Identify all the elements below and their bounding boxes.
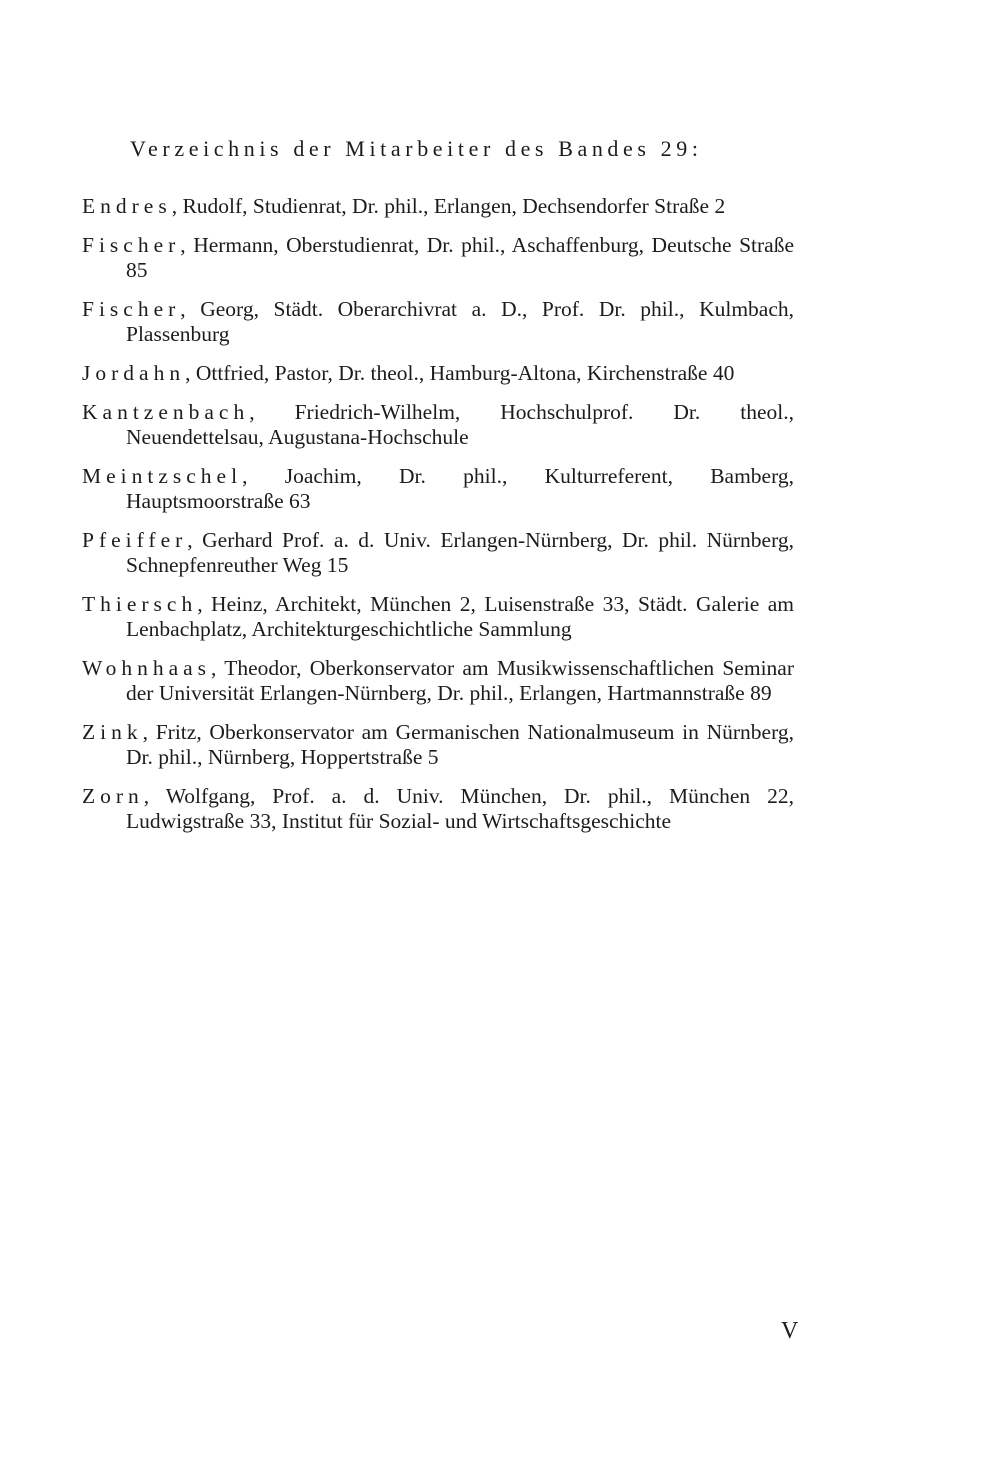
contributor-name: Fischer — [82, 233, 181, 257]
contributor-name: Zink — [82, 720, 143, 744]
contributor-name: Wohnhaas — [82, 656, 212, 680]
contributor-details: , Fritz, Oberkonservator am Germanischen Nationalmuseum in Nürnberg, Dr. phil., Nürnberg, Hoppertstraße 5 — [126, 720, 794, 769]
contributor-details: , Gerhard Prof. a. d. Univ. Erlangen-Nürnberg, Dr. phil. Nürnberg, Schnepfenreuther Weg 15 — [126, 528, 794, 577]
contributor-details: , Georg, Städt. Oberarchivrat a. D., Prof. Dr. phil., Kulmbach, Plassenburg — [126, 297, 794, 346]
contributor-entry — [82, 400, 794, 450]
contributor-entry — [82, 592, 794, 642]
contributor-entry — [82, 297, 794, 347]
contributor-entry — [82, 464, 794, 514]
contributor-details: , Rudolf, Studienrat, Dr. phil., Erlangen, Dechsendorfer Straße 2 — [171, 194, 726, 218]
contributor-details: , Wolfgang, Prof. a. d. Univ. München, Dr. phil., München 22, Ludwigstraße 33, Institut für Sozial- und Wirtschaftsgeschichte — [126, 784, 794, 833]
contributor-details: , Friedrich-Wilhelm, Hochschulprof. Dr. theol., Neuendettelsau, Augustana-Hochschule — [126, 400, 794, 449]
page-heading: Verzeichnis der Mitarbeiter des Bandes 29: — [130, 136, 703, 161]
contributor-name: Pfeiffer — [82, 528, 188, 552]
page-number: V — [781, 1318, 799, 1344]
contributor-details: , Hermann, Oberstudienrat, Dr. phil., Aschaffenburg, Deutsche Straße 85 — [126, 233, 794, 282]
contributor-name: Thiersch — [82, 592, 198, 616]
contributor-entry — [82, 233, 794, 283]
contributor-name: Zorn — [82, 784, 144, 808]
contributor-name: Fischer — [82, 297, 181, 321]
contributor-name: Meintzschel — [82, 464, 243, 488]
contributor-entry — [82, 528, 794, 578]
contributor-details: , Joachim, Dr. phil., Kulturreferent, Bamberg, Hauptsmoorstraße 63 — [126, 464, 794, 513]
contributor-details: , Ottfried, Pastor, Dr. theol., Hamburg-Altona, Kirchenstraße 40 — [185, 361, 735, 385]
contributor-entry — [82, 720, 794, 770]
contributor-entry — [82, 194, 794, 219]
contributor-entry — [82, 656, 794, 706]
contributor-name: Jordahn — [82, 361, 186, 385]
contributor-name: Kantzenbach — [82, 400, 250, 424]
contributor-details: , Heinz, Architekt, München 2, Luisenstraße 33, Städt. Galerie am Lenbachplatz, Architekturgeschichtliche Sammlung — [126, 592, 794, 641]
contributor-entry — [82, 361, 794, 386]
contributor-entry — [82, 784, 794, 834]
contributor-details: , Theodor, Oberkonservator am Musikwissenschaftlichen Seminar der Universität Erlangen-Nürnberg, Dr. phil., Erlangen, Hartmannstraße 89 — [126, 656, 794, 705]
contributor-list — [82, 194, 794, 834]
contributor-name: Endres — [82, 194, 172, 218]
